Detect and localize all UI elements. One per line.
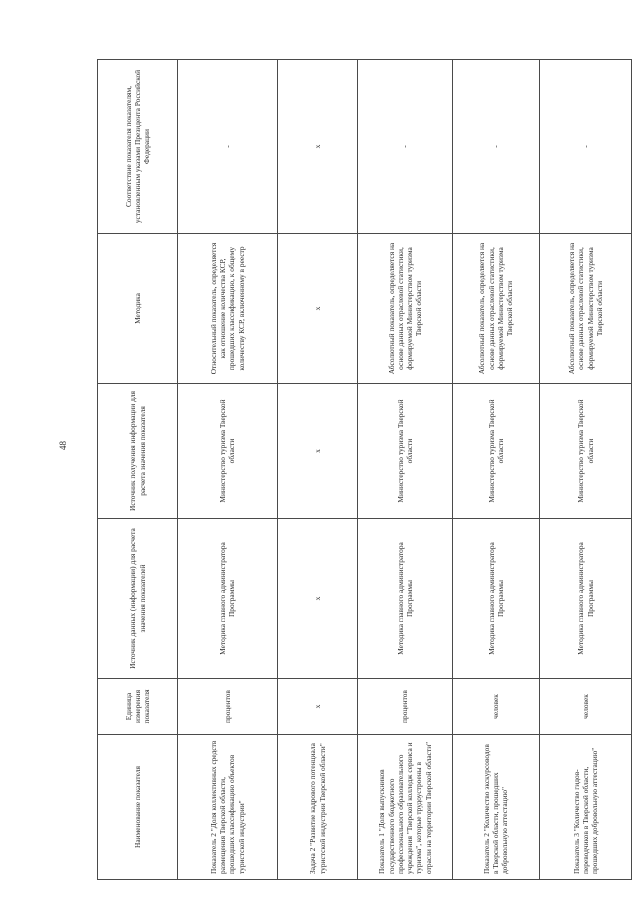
cell-info-source: Министерство туризма Тверской области xyxy=(452,384,539,519)
cell-data-source: Методика главного администратора Программы xyxy=(178,519,278,679)
cell-methodology: Относительный показатель, определяется как отношение количества КСР, прошедших классификацию, к общему количеству КСР, включенному в реестр xyxy=(178,234,278,384)
table-row xyxy=(277,60,357,880)
cell-unit: процентов xyxy=(358,679,452,735)
cell-indicator-name: Показатель 2 "Доля коллективных средств размещения Тверской области, прошедших классификацию объектов туристской индустрии" xyxy=(178,735,278,880)
cell-info-source: х xyxy=(277,384,357,519)
header-presidential-compliance: Соответствие показателя показателям, установленным указами Президента Российской Федерации xyxy=(98,60,178,234)
cell-methodology: Абсолютный показатель, определяется на основе данных отраслевой статистики, формируемой Министерством туризма Тверской области xyxy=(358,234,452,384)
table-row xyxy=(358,60,452,880)
cell-info-source: Министерство туризма Тверской области xyxy=(540,384,632,519)
cell-indicator-name: Показатель 3 "Количество гидов-переводчиков в Тверской области, прошедших добровольную аттестацию" xyxy=(540,735,632,880)
cell-unit: процентов xyxy=(178,679,278,735)
cell-unit: человек xyxy=(452,679,539,735)
header-info-source: Источник получения информации для расчета значения показателя xyxy=(98,384,178,519)
table-row xyxy=(452,60,539,880)
header-methodology: Методика xyxy=(98,234,178,384)
cell-indicator-name: Задача 2 "Развитие кадрового потенциала туристской индустрии Тверской области" xyxy=(277,735,357,880)
cell-data-source: х xyxy=(277,519,357,679)
table-header-row xyxy=(98,60,178,880)
header-unit: Единица измерения показателя xyxy=(98,679,178,735)
cell-compliance: х xyxy=(277,60,357,234)
cell-data-source: Методика главного администратора Программы xyxy=(452,519,539,679)
page-number: 48 xyxy=(58,441,68,450)
header-data-source: Источник данных (информации) для расчета значения показателей xyxy=(98,519,178,679)
cell-methodology: х xyxy=(277,234,357,384)
table-row xyxy=(178,60,278,880)
cell-data-source: Методика главного администратора Программы xyxy=(358,519,452,679)
cell-info-source: Министерство туризма Тверской области xyxy=(358,384,452,519)
cell-data-source: Методика главного администратора Программы xyxy=(540,519,632,679)
cell-indicator-name: Показатель 2 "Количество экскурсоводов в Тверской области, прошедших добровольную аттестацию" xyxy=(452,735,539,880)
table-row xyxy=(540,60,632,880)
indicators-table xyxy=(97,59,632,880)
cell-unit: х xyxy=(277,679,357,735)
cell-indicator-name: Показатель 1 "Доля выпускников государственного бюджетного профессионального образовательного учреждения "Тверской колледж сервиса и туризма", которые трудоустроены в отрасли на территории Тверской области" xyxy=(358,735,452,880)
cell-methodology: Абсолютный показатель, определяется на основе данных отраслевой статистики, формируемой Министерством туризма Тверской области xyxy=(540,234,632,384)
cell-compliance: - xyxy=(358,60,452,234)
rotated-table-container xyxy=(97,60,632,880)
cell-compliance: - xyxy=(452,60,539,234)
cell-compliance: - xyxy=(540,60,632,234)
cell-methodology: Абсолютный показатель, определяется на основе данных отраслевой статистики, формируемой Министерством туризма Тверской области xyxy=(452,234,539,384)
cell-compliance: - xyxy=(178,60,278,234)
cell-unit: человек xyxy=(540,679,632,735)
header-indicator-name: Наименование показателя xyxy=(98,735,178,880)
cell-info-source: Министерство туризма Тверской области xyxy=(178,384,278,519)
